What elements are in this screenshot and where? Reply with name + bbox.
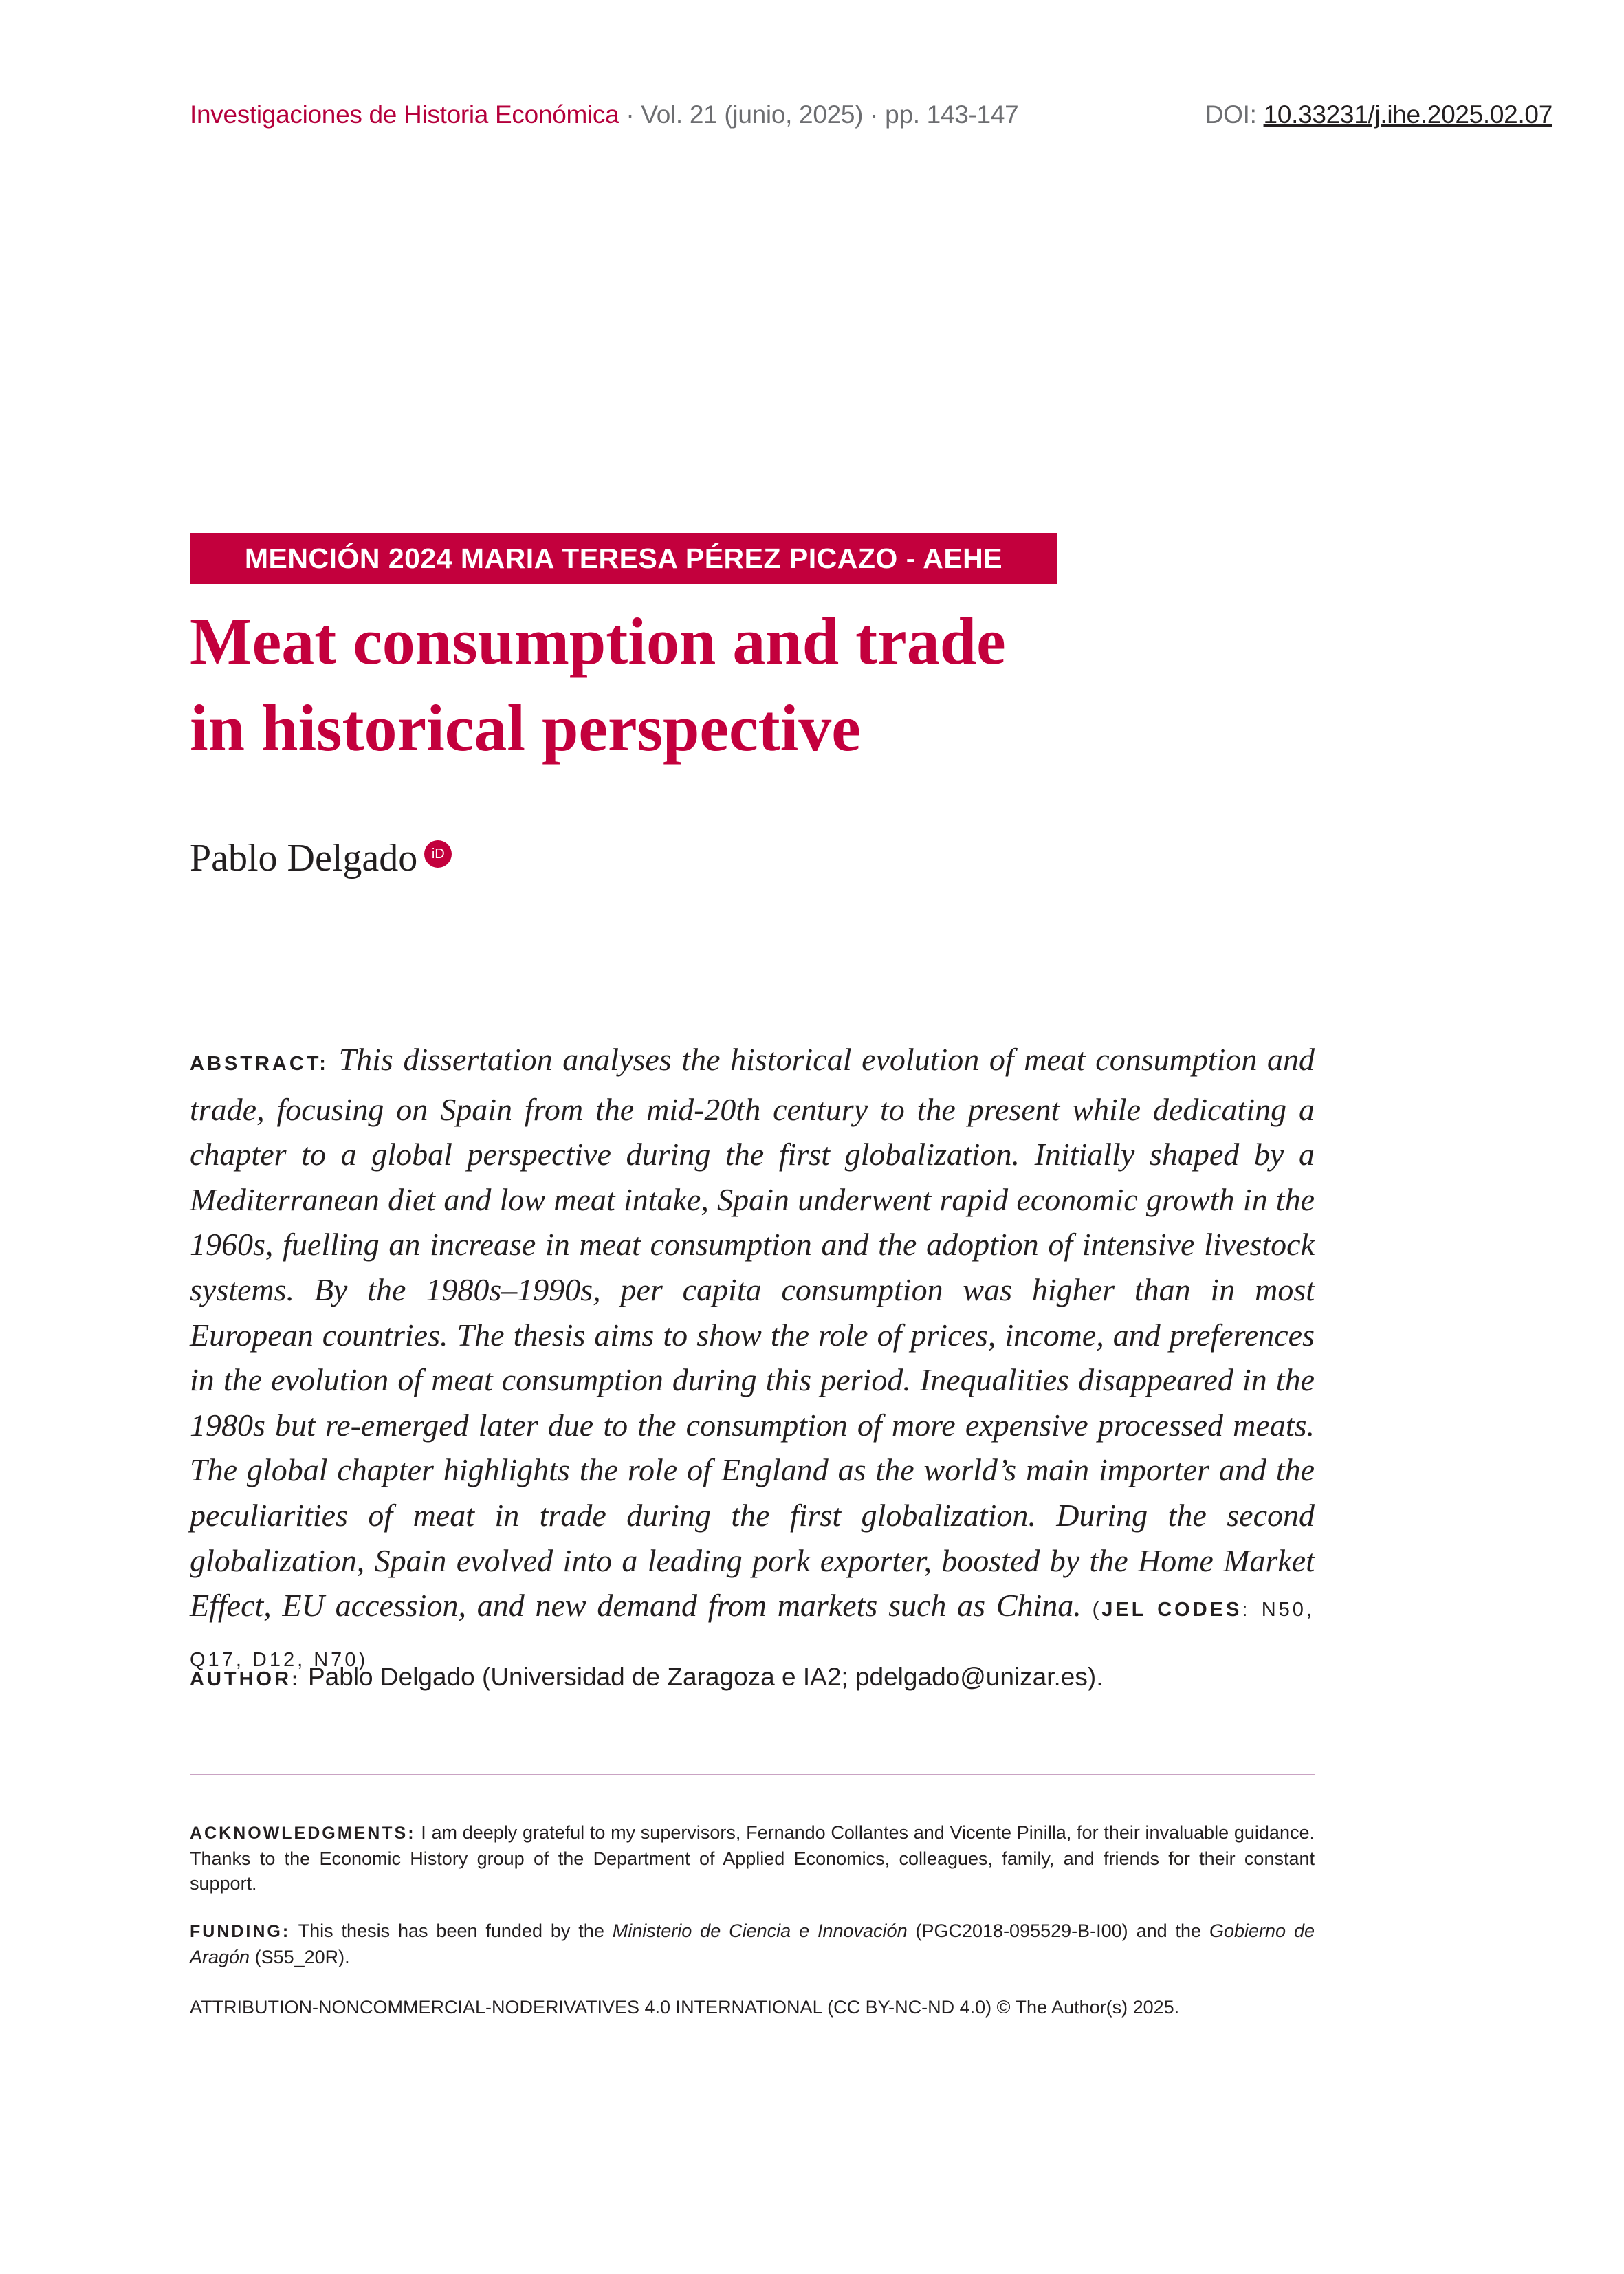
orcid-icon[interactable]: iD (424, 840, 452, 868)
funding (190, 1918, 1315, 1969)
journal-name: Investigaciones de Historia Económica (190, 100, 619, 129)
article-title (190, 598, 1221, 772)
jel-codes: (JEL CODES: N50, Q17, D12, N70) (190, 1599, 1315, 1671)
acknowledgments-text: I am deeply grateful to my supervisors, Fernando Collantes and Vicente Pinilla, for their invaluable guidance. Thanks to the Economic History group of the Department of Applied Economics, colleagues, family, and friends for their constant support. (190, 1822, 1315, 1894)
author-name: Pablo Delgado (190, 837, 418, 879)
license-notice: ATTRIBUTION-NONCOMMERCIAL-NODERIVATIVES 4.0 INTERNATIONAL (CC BY-NC-ND 4.0) © The Author(s) 2025. (190, 1997, 1180, 2018)
funding-government: Gobierno de Aragón (190, 1921, 1315, 1967)
funding-text-3: (S55_20R). (250, 1946, 350, 1967)
jel-values: : N50, Q17, D12, N70) (190, 1599, 1315, 1671)
issue-info: · Vol. 21 (junio, 2025) · pp. 143-147 (619, 100, 1019, 129)
doi-link[interactable]: 10.33231/j.ihe.2025.02.07 (1263, 100, 1552, 129)
author-byline (190, 836, 452, 880)
author-info (190, 1663, 1103, 1692)
running-header (190, 100, 1018, 129)
funding-ministry: Ministerio de Ciencia e Innovación (612, 1921, 908, 1941)
funding-text: This thesis has been funded by the (298, 1921, 613, 1941)
abstract (190, 1037, 1315, 1683)
doi-label: DOI: (1205, 100, 1264, 129)
author-info-text: Pablo Delgado (Universidad de Zaragoza e IA2; pdelgado@unizar.es). (307, 1663, 1104, 1691)
doi (1205, 100, 1552, 129)
author-info-label: AUTHOR: (190, 1668, 301, 1690)
acknowledgments (190, 1820, 1315, 1896)
divider (190, 1774, 1315, 1775)
abstract-text: This dissertation analyses the historical evolution of meat consumption and trade, focusing on Spain from the mid-20th century to the present while dedicating a chapter to a global perspective during the first globalization. Initially shaped by a Mediterranean diet and low meat intake, Spain underwent rapid economic growth in the 1960s, fuelling an increase in meat consumption and the adoption of intensive livestock systems. By the 1980s–1990s, per capita consumption was higher than in most European countries. The thesis aims to show the role of prices, income, and preferences in the evolution of meat consumption during this period. Inequalities disappeared in the 1980s but re-emerged later due to the consumption of more expensive processed meats. The global chapter highlights the role of England as the world’s main importer and the peculiarities of meat in trade during the first globalization. During the second globalization, Spain evolved into a leading pork exporter, boosted by the Home Market Effect, EU accession, and new demand from markets such as China. (190, 1042, 1315, 1623)
award-banner: MENCIÓN 2024 MARIA TERESA PÉREZ PICAZO - AEHE (190, 533, 1057, 584)
title-line-1: Meat consumption and trade (190, 604, 1006, 678)
abstract-label: ABSTRACT: (190, 1053, 329, 1075)
acknowledgments-label: ACKNOWLEDGMENTS: (190, 1824, 416, 1843)
funding-label: FUNDING: (190, 1922, 291, 1941)
jel-label: JEL CODES (1101, 1599, 1242, 1621)
funding-text-2: (PGC2018-095529-B-I00) and the (907, 1921, 1209, 1941)
title-line-2: in historical perspective (190, 691, 861, 765)
